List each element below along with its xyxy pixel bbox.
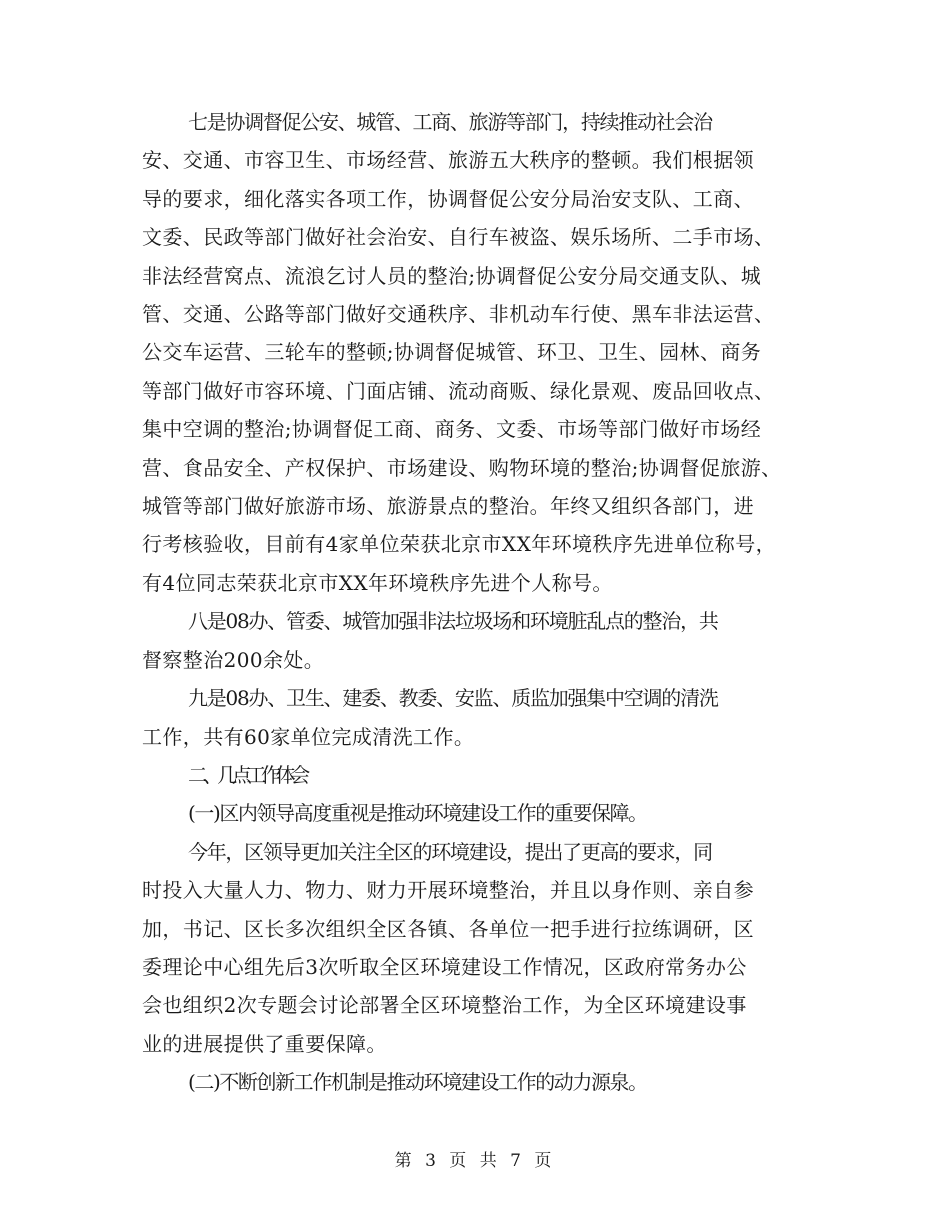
text-line: 非法经营窝点、流浪乞讨人员的整治;协调督促公安分局交通支队、城 bbox=[142, 263, 762, 288]
text-line: 七是协调督促公安、城管、工商、旅游等部门，持续推动社会治 bbox=[188, 110, 712, 134]
text-line: 行考核验收，目前有4家单位荣获北京市XX年环境秩序先进单位称号， bbox=[142, 532, 777, 557]
text-line: 时投入大量人力、物力、财力开展环境整治，并且以身作则、亲自参 bbox=[142, 878, 754, 903]
text-line: 工作，共有60家单位完成清洗工作。 bbox=[142, 724, 475, 749]
text-line: 业的进展提供了重要保障。 bbox=[142, 1031, 387, 1056]
text-line: 八是08办、管委、城管加强非法垃圾场和环境脏乱点的整治，共 bbox=[188, 609, 718, 634]
text-line: (一)区内领导高度重视是推动环境建设工作的重要保障。 bbox=[188, 801, 647, 826]
text-line: 导的要求，细化落实各项工作，协调督促公安分局治安支队、工商、 bbox=[142, 186, 754, 211]
text-line: 安、交通、市容卫生、市场经营、旅游五大秩序的整顿。我们根据领 bbox=[142, 148, 754, 173]
text-line: 会也组织2次专题会讨论部署全区环境整治工作，为全区环境建设事 bbox=[142, 993, 747, 1018]
page-number: 第 3 页 共 7 页 bbox=[394, 1151, 556, 1171]
text-line: 今年，区领导更加关注全区的环境建设，提出了更高的要求，同 bbox=[188, 839, 712, 864]
text-line: 集中空调的整治;协调督促工商、商务、文委、市场等部门做好市场经 bbox=[142, 417, 762, 442]
text-line: 九是08办、卫生、建委、教委、安监、质监加强集中空调的清洗 bbox=[188, 686, 718, 711]
text-line: 营、食品安全、产权保护、市场建设、购物环境的整治;协调督促旅游、 bbox=[142, 455, 782, 480]
text-line: 管、交通、公路等部门做好交通秩序、非机动车行使、黑车非法运营、 bbox=[142, 302, 775, 327]
text-line: (二)不断创新工作机制是推动环境建设工作的动力源泉。 bbox=[188, 1070, 647, 1095]
text-line: 等部门做好市容环境、门面店铺、流动商贩、绿化景观、废品回收点、 bbox=[142, 378, 775, 403]
text-line: 委理论中心组先后3次听取全区环境建设工作情况，区政府常务办公 bbox=[142, 954, 747, 979]
text-line: 城管等部门做好旅游市场、旅游景点的整治。年终又组织各部门，进 bbox=[142, 494, 754, 519]
text-line: 有4位同志荣获北京市XX年环境秩序先进个人称号。 bbox=[142, 570, 613, 595]
text-lines bbox=[142, 103, 812, 1102]
text-line: 文委、民政等部门做好社会治安、自行车被盗、娱乐场所、二手市场、 bbox=[142, 225, 775, 250]
text-line: 二、几点工作体会 bbox=[188, 762, 305, 787]
document-body bbox=[142, 103, 812, 1102]
text-line: 加，书记、区长多次组织全区各镇、各单位一把手进行拉练调研，区 bbox=[142, 916, 754, 941]
text-line: 督察整治200余处。 bbox=[142, 647, 325, 672]
text-line: 公交车运营、三轮车的整顿;协调督促城管、环卫、卫生、园林、商务 bbox=[142, 340, 762, 365]
